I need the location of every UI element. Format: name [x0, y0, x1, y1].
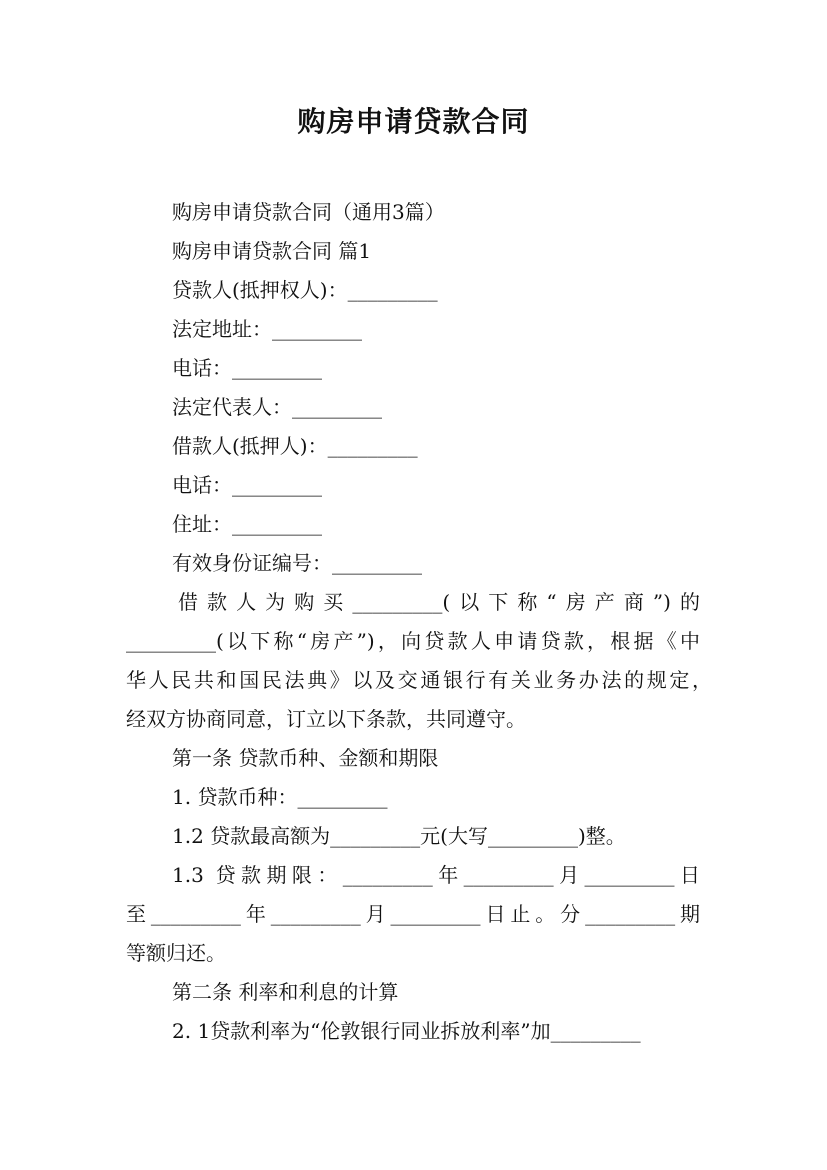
lender-field: 贷款人(抵押权人)：_________ [172, 278, 438, 302]
id-number-field: 有效身份证编号：_________ [172, 551, 422, 575]
address-field: 住址：_________ [172, 512, 322, 536]
borrower-phone-field: 电话：_________ [172, 473, 322, 497]
legal-address-field: 法定地址：_________ [172, 317, 362, 341]
doc-heading-line: 购房申请贷款合同（通用3篇） [172, 200, 445, 224]
clause-line: 1.2 贷款最高额为_________元(大写_________)整。 [172, 824, 626, 848]
clause-line: 1.3 贷款期限：_________年_________月_________日 [172, 863, 700, 887]
doc-section-line: 购房申请贷款合同 篇1 [172, 239, 372, 263]
paragraph-line: 经双方协商同意，订立以下条款，共同遵守。 [126, 707, 526, 731]
document-title: 购房申请贷款合同 [297, 105, 530, 138]
clause-line: 2. 1贷款利率为“伦敦银行同业拆放利率”加_________ [172, 1019, 641, 1043]
borrower-field: 借款人(抵押人)：_________ [172, 434, 418, 458]
paragraph-line: _________(以下称“房产”)，向贷款人申请贷款，根据《中 [126, 629, 700, 653]
clause-line: 1. 贷款币种：_________ [172, 785, 388, 809]
article-heading: 第一条 贷款币种、金额和期限 [172, 746, 439, 770]
article-heading: 第二条 利率和利息的计算 [172, 980, 399, 1004]
paragraph-line: 华人民共和国民法典》以及交通银行有关业务办法的规定， [126, 668, 712, 692]
paragraph-line: 借款人为购买_________(以下称“房产商”)的 [178, 590, 700, 614]
clause-line: 等额归还。 [126, 941, 226, 965]
legal-representative-field: 法定代表人：_________ [172, 395, 382, 419]
lender-phone-field: 电话：_________ [172, 356, 322, 380]
clause-line: 至_________年_________月_________日止。分_________期 [126, 902, 700, 926]
